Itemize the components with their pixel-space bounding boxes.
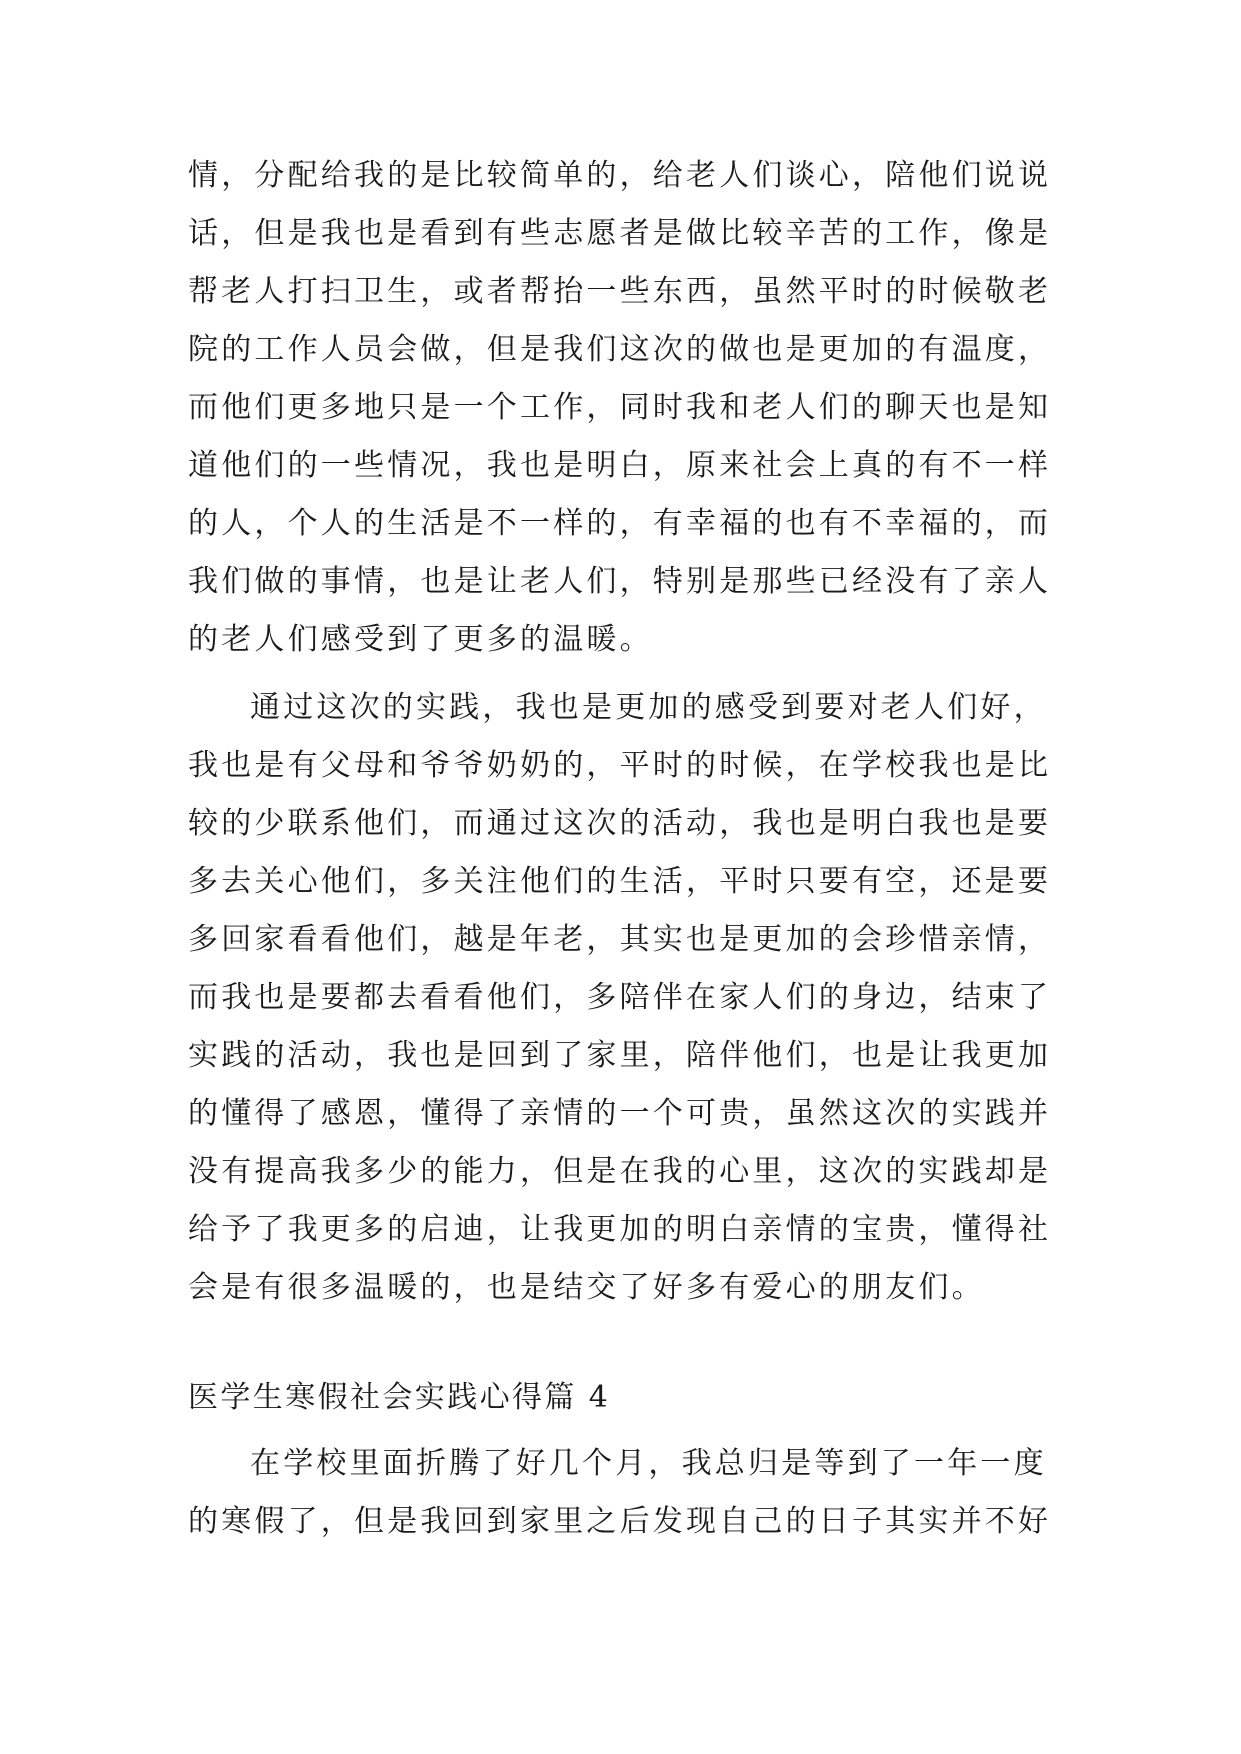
paragraph-1-line-2: 话，但是我也是看到有些志愿者是做比较辛苦的工作，像是 <box>188 216 1052 251</box>
paragraph-1-line-4: 院的工作人员会做，但是我们这次的做也是更加的有温度， <box>188 332 1052 367</box>
section-heading: 医学生寒假社会实践心得篇 4 <box>188 1380 611 1415</box>
paragraph-1-line-6: 道他们的一些情况，我也是明白，原来社会上真的有不一样 <box>188 448 1052 483</box>
paragraph-2-line-5: 多回家看看他们，越是年老，其实也是更加的会珍惜亲情， <box>188 922 1052 957</box>
paragraph-2-line-8: 的懂得了感恩，懂得了亲情的一个可贵，虽然这次的实践并 <box>188 1096 1052 1131</box>
paragraph-1-line-5: 而他们更多地只是一个工作，同时我和老人们的聊天也是知 <box>188 390 1052 425</box>
paragraph-3-line-1: 在学校里面折腾了好几个月，我总归是等到了一年一度 <box>250 1446 1047 1481</box>
paragraph-2-line-11: 会是有很多温暖的，也是结交了好多有爱心的朋友们。 <box>188 1270 985 1305</box>
paragraph-2-line-2: 我也是有父母和爷爷奶奶的，平时的时候，在学校我也是比 <box>188 748 1052 783</box>
paragraph-1-line-8: 我们做的事情，也是让老人们，特别是那些已经没有了亲人 <box>188 564 1052 599</box>
paragraph-1-line-1: 情，分配给我的是比较简单的，给老人们谈心，陪他们说说 <box>188 158 1052 193</box>
paragraph-1-line-9: 的老人们感受到了更多的温暖。 <box>188 622 653 657</box>
paragraph-2-line-10: 给予了我更多的启迪，让我更加的明白亲情的宝贵，懂得社 <box>188 1212 1052 1247</box>
paragraph-2-line-4: 多去关心他们，多关注他们的生活，平时只要有空，还是要 <box>188 864 1052 899</box>
paragraph-2-line-3: 较的少联系他们，而通过这次的活动，我也是明白我也是要 <box>188 806 1052 841</box>
paragraph-2-line-6: 而我也是要都去看看他们，多陪伴在家人们的身边，结束了 <box>188 980 1052 1015</box>
paragraph-1-line-3: 帮老人打扫卫生，或者帮抬一些东西，虽然平时的时候敬老 <box>188 274 1052 309</box>
paragraph-2-line-1: 通过这次的实践，我也是更加的感受到要对老人们好， <box>250 690 1047 725</box>
paragraph-2-line-9: 没有提高我多少的能力，但是在我的心里，这次的实践却是 <box>188 1154 1052 1189</box>
paragraph-3-line-2: 的寒假了，但是我回到家里之后发现自己的日子其实并不好 <box>188 1504 1052 1539</box>
paragraph-2-line-7: 实践的活动，我也是回到了家里，陪伴他们，也是让我更加 <box>188 1038 1052 1073</box>
paragraph-1-line-7: 的人，个人的生活是不一样的，有幸福的也有不幸福的，而 <box>188 506 1052 541</box>
